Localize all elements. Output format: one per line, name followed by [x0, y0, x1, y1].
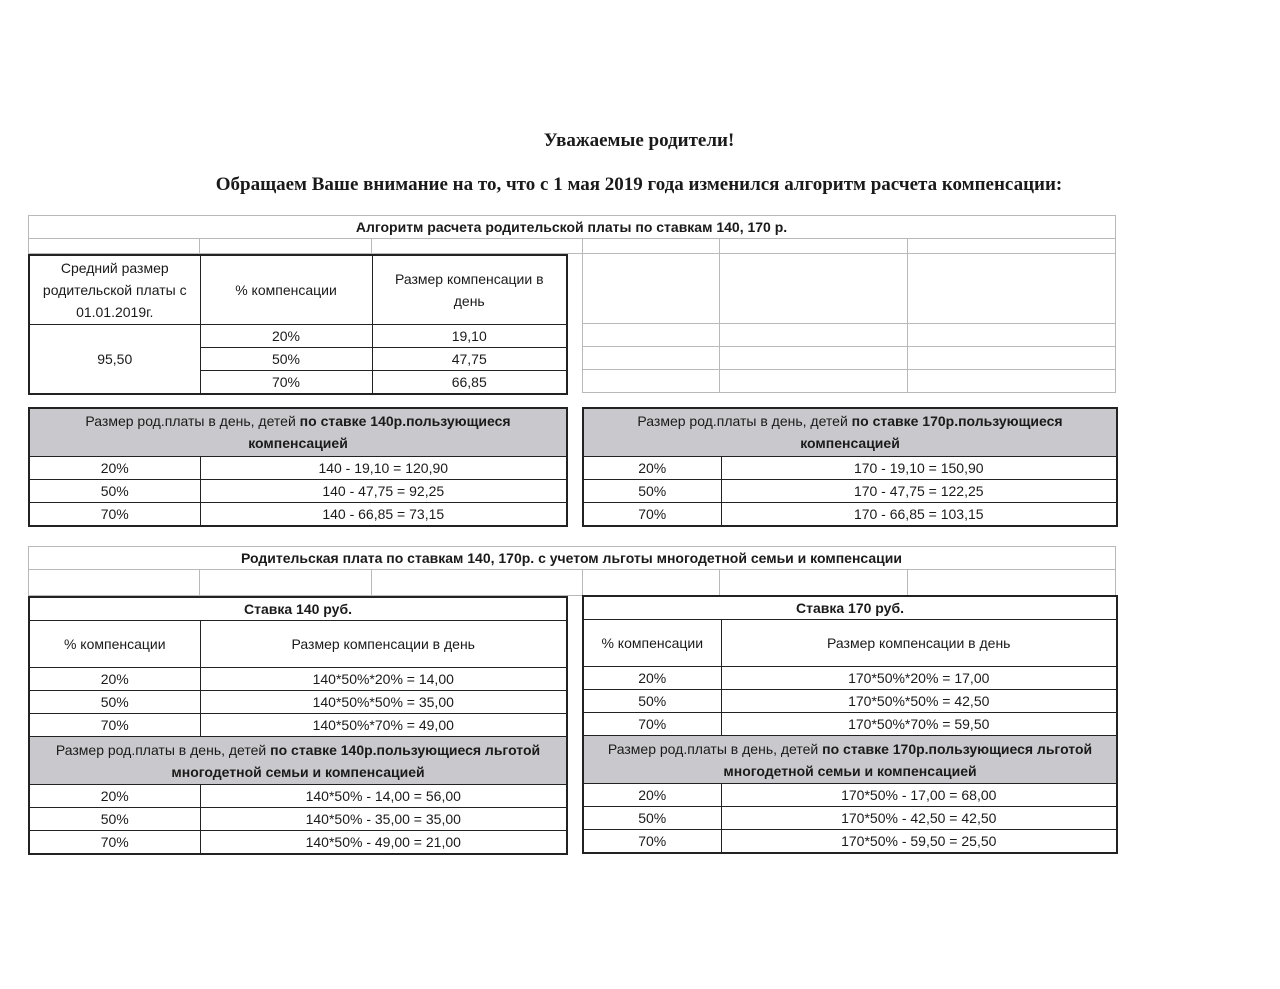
- table-subheader-row: [29, 737, 567, 785]
- compensation-percent-header: % компенсации: [583, 620, 721, 667]
- large-family-140-header: [29, 737, 567, 785]
- table-header-row: [29, 255, 567, 324]
- daily-compensation-header: Размер компенсации в день: [721, 620, 1117, 667]
- table-row: [583, 502, 1117, 526]
- header-prefix: Размер род.платы в день, детей: [85, 413, 300, 430]
- average-payment-value: 95,50: [29, 324, 200, 394]
- table-row: [29, 502, 567, 526]
- percent-cell: 20%: [29, 785, 200, 808]
- rate-140-large-family-table: [28, 596, 568, 855]
- rate-170-title: Ставка 170 руб.: [583, 596, 1117, 620]
- percent-cell: 50%: [29, 691, 200, 714]
- daily-compensation-header: Размер компенсации в день: [200, 621, 567, 668]
- percent-cell: 50%: [583, 690, 721, 713]
- table-row: [583, 667, 1117, 690]
- table-header-row: [583, 408, 1117, 456]
- percent-cell: 20%: [583, 456, 721, 479]
- formula-cell: 140*50%*50% = 35,00: [200, 691, 567, 714]
- percent-cell: 20%: [29, 456, 200, 479]
- formula-cell: 140*50% - 49,00 = 21,00: [200, 831, 567, 855]
- percent-cell: 50%: [200, 347, 372, 370]
- percent-cell: 50%: [583, 479, 721, 502]
- percent-cell: 50%: [29, 479, 200, 502]
- section2-title: Родительская плата по ставкам 140, 170р. с учетом льготы многодетной семьи и компенсации: [240, 550, 902, 566]
- header-bold: по ставке 170р.пользующиеся льготой многодетной семьи и компенсацией: [723, 740, 1093, 779]
- amount-cell: 47,75: [372, 347, 567, 370]
- percent-cell: 70%: [583, 830, 721, 854]
- percent-cell: 20%: [29, 668, 200, 691]
- table-row: [29, 808, 567, 831]
- formula-cell: 140*50% - 35,00 = 35,00: [200, 808, 567, 831]
- compensation-percent-header: % компенсации: [29, 621, 200, 668]
- rate-170-payment-table: [582, 407, 1118, 527]
- table-row: [29, 714, 567, 737]
- table-row: [29, 456, 567, 479]
- percent-cell: 20%: [583, 784, 721, 807]
- percent-cell: 50%: [583, 807, 721, 830]
- formula-cell: 170*50%*50% = 42,50: [721, 690, 1117, 713]
- formula-cell: 170*50% - 59,50 = 25,50: [721, 830, 1117, 854]
- large-family-170-header: [583, 736, 1117, 784]
- page-subtitle: Обращаем Ваше внимание на то, что с 1 мая 2019 года изменился алгоритм расчета компенсации:: [215, 174, 1063, 195]
- rate-140-payment-table: [28, 407, 568, 527]
- header-bold: по ставке 140р.пользующиеся льготой многодетной семьи и компенсацией: [171, 741, 541, 780]
- header-prefix: Размер род.платы в день, детей: [607, 740, 823, 757]
- percent-cell: 70%: [200, 370, 372, 394]
- header-prefix: Размер род.платы в день, детей: [637, 413, 852, 430]
- percent-cell: 70%: [29, 502, 200, 526]
- table-row: [583, 456, 1117, 479]
- table-row: [583, 830, 1117, 854]
- percent-cell: 20%: [200, 324, 372, 347]
- formula-cell: 140*50% - 14,00 = 56,00: [200, 785, 567, 808]
- formula-cell: 170*50% - 17,00 = 68,00: [721, 784, 1117, 807]
- percent-cell: 70%: [29, 831, 200, 855]
- amount-cell: 19,10: [372, 324, 567, 347]
- table-row: [583, 713, 1117, 736]
- formula-cell: 140 - 66,85 = 73,15: [200, 502, 567, 526]
- percent-cell: 50%: [29, 808, 200, 831]
- table-row: [583, 807, 1117, 830]
- header-bold: по ставке 170р.пользующиеся компенсацией: [800, 413, 1063, 452]
- table-header-row: [29, 621, 567, 668]
- table-row: [29, 324, 567, 347]
- table-row: [583, 784, 1117, 807]
- table-subheader-row: [583, 736, 1117, 784]
- formula-cell: 170*50% - 42,50 = 42,50: [721, 807, 1117, 830]
- table-row: [29, 785, 567, 808]
- percent-cell: 20%: [583, 667, 721, 690]
- page-title: Уважаемые родители!: [543, 130, 735, 151]
- formula-cell: 170*50%*20% = 17,00: [721, 667, 1117, 690]
- daily-compensation-header: Размер компенсации в день: [372, 255, 567, 324]
- table-row: [29, 831, 567, 855]
- table-row: [583, 690, 1117, 713]
- average-payment-header: Средний размер родительской платы с 01.01.2019г.: [29, 255, 200, 324]
- rate-140-header: [29, 408, 567, 456]
- formula-cell: 140*50%*20% = 14,00: [200, 668, 567, 691]
- table-row: [29, 668, 567, 691]
- formula-cell: 170 - 47,75 = 122,25: [721, 479, 1117, 502]
- formula-cell: 140*50%*70% = 49,00: [200, 714, 567, 737]
- header-bold: по ставке 140р.пользующиеся компенсацией: [248, 413, 511, 452]
- formula-cell: 140 - 47,75 = 92,25: [200, 479, 567, 502]
- formula-cell: 170 - 19,10 = 150,90: [721, 456, 1117, 479]
- average-payment-table: [28, 254, 568, 395]
- table-row: [583, 479, 1117, 502]
- section1-title: Алгоритм расчета родительской платы по ставкам 140, 170 р.: [355, 219, 788, 235]
- header-prefix: Размер род.платы в день, детей: [55, 741, 271, 758]
- rate-170-header: [583, 408, 1117, 456]
- table-row: [29, 479, 567, 502]
- rate-140-title: Ставка 140 руб.: [29, 597, 567, 621]
- table-title-row: [583, 596, 1117, 620]
- amount-cell: 66,85: [372, 370, 567, 394]
- formula-cell: 140 - 19,10 = 120,90: [200, 456, 567, 479]
- formula-cell: 170*50%*70% = 59,50: [721, 713, 1117, 736]
- table-header-row: [29, 408, 567, 456]
- percent-cell: 70%: [29, 714, 200, 737]
- table-title-row: [29, 597, 567, 621]
- percent-cell: 70%: [583, 713, 721, 736]
- formula-cell: 170 - 66,85 = 103,15: [721, 502, 1117, 526]
- compensation-percent-header: % компенсации: [200, 255, 372, 324]
- table-row: [29, 691, 567, 714]
- percent-cell: 70%: [583, 502, 721, 526]
- rate-170-large-family-table: [582, 595, 1118, 854]
- table-header-row: [583, 620, 1117, 667]
